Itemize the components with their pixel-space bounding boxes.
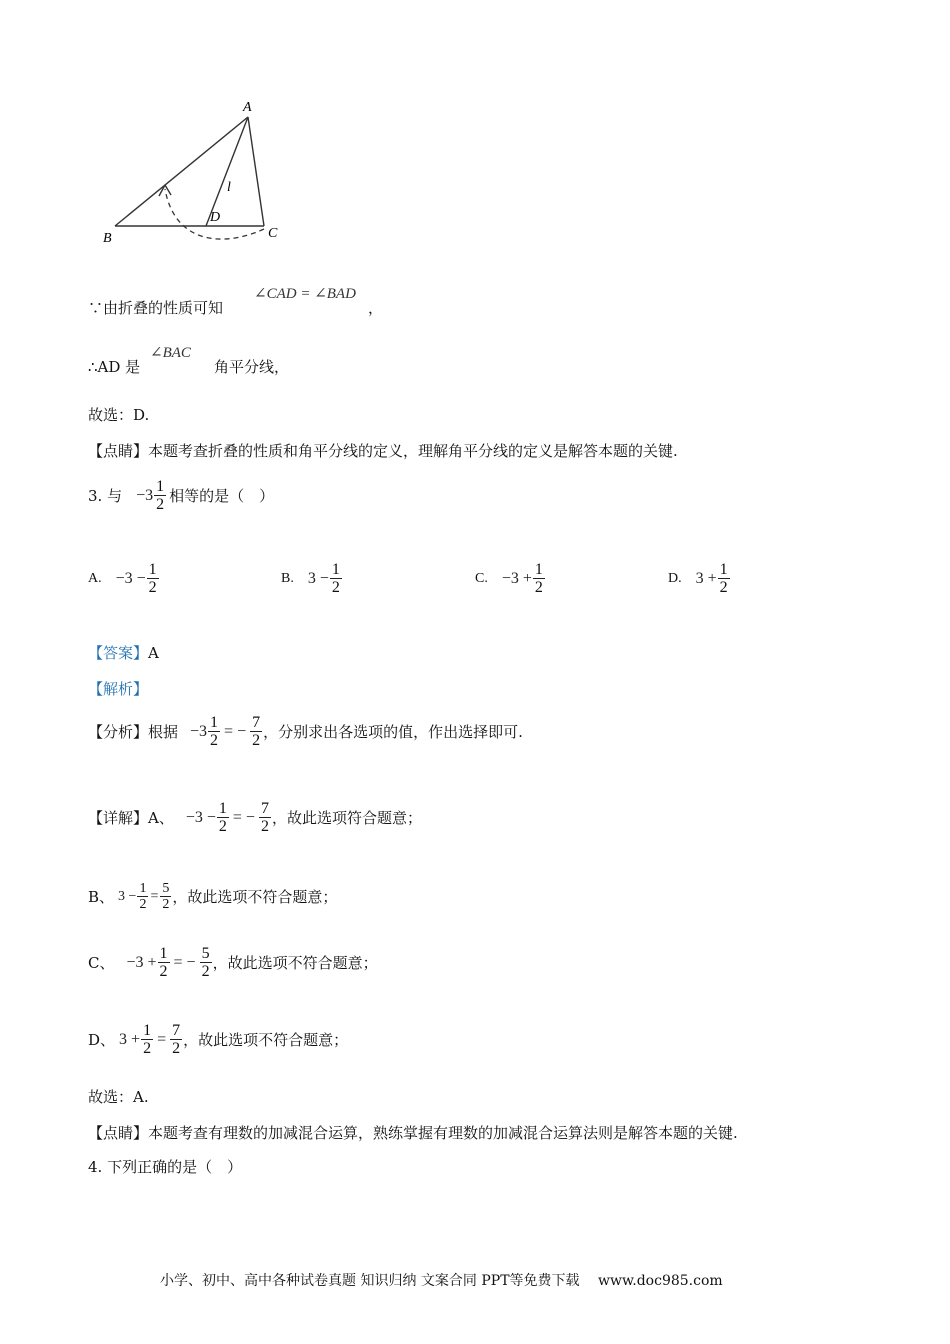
detail-b-pre: 3 − xyxy=(118,888,137,904)
therefore-prefix: ∴AD 是 xyxy=(88,358,141,376)
option-b[interactable] xyxy=(281,561,343,596)
detail-d xyxy=(88,1022,348,1057)
option-b-pre: 3 − xyxy=(307,569,329,587)
footer-text: 小学、初中、高中各种试卷真题 知识归纳 文案合同 PPT等免费下载 www.doc985.com xyxy=(160,1273,723,1289)
q3-mixed-fraction xyxy=(154,478,166,513)
label-l: l xyxy=(227,180,231,195)
fenxi-rnum: 7 xyxy=(252,714,261,731)
choice-line-2: 故选：A. xyxy=(88,1088,149,1106)
detail-d-num: 1 xyxy=(143,1022,152,1039)
fenxi-whole: −3 xyxy=(190,722,208,740)
option-d-letter: D. xyxy=(668,570,682,586)
fenxi-suffix: ，分别求出各选项的值，作出选择即可. xyxy=(263,722,523,741)
fenxi-num: 1 xyxy=(210,714,219,731)
detail-a-prefix: 【详解】A、 xyxy=(88,808,174,827)
option-d-fraction xyxy=(718,561,730,596)
detail-a-result xyxy=(259,800,271,835)
option-c-num: 1 xyxy=(534,561,543,578)
label-A: A xyxy=(243,100,252,115)
detail-c xyxy=(88,945,378,980)
choice-line-1: 故选：D. xyxy=(88,406,150,424)
option-c-pre: −3 + xyxy=(501,569,532,587)
q3-suffix: 相等的是（ ） xyxy=(169,486,275,505)
label-C: C xyxy=(268,226,278,241)
detail-c-prefix: C、 xyxy=(88,953,115,972)
detail-c-rnum: 5 xyxy=(201,945,210,962)
detail-b-eq: = xyxy=(150,888,159,904)
detail-b-den: 2 xyxy=(139,897,147,912)
therefore-math: ∠BAC xyxy=(150,345,191,361)
segment-AB xyxy=(115,117,248,226)
detail-c-fraction xyxy=(158,945,170,980)
answer-line xyxy=(88,643,159,663)
option-d-den: 2 xyxy=(719,579,728,596)
fenxi-rden: 2 xyxy=(252,732,261,749)
detail-c-pre: −3 + xyxy=(126,953,157,971)
because-line xyxy=(88,298,223,318)
option-a[interactable] xyxy=(88,561,160,596)
fenxi-fraction xyxy=(208,714,220,749)
detail-b-fraction xyxy=(137,881,148,912)
comment-line-2: 【点睛】本题考查有理数的加减混合运算，熟练掌握有理数的加减混合运算法则是解答本题的关键. xyxy=(88,1124,738,1142)
detail-b-rnum: 5 xyxy=(162,881,170,896)
option-c[interactable] xyxy=(475,561,546,596)
option-d-pre: 3 + xyxy=(695,569,717,587)
comment-line-1: 【点睛】本题考查折叠的性质和角平分线的定义，理解角平分线的定义是解答本题的关键. xyxy=(88,442,678,460)
fenxi-result-fraction xyxy=(250,714,262,749)
triangle-figure xyxy=(95,95,295,255)
detail-d-result xyxy=(170,1022,182,1057)
fenxi-line xyxy=(88,714,523,749)
because-end: ， xyxy=(368,299,384,317)
q3-mixed-whole: −3 xyxy=(136,486,154,504)
option-b-letter: B. xyxy=(281,570,294,586)
option-d[interactable] xyxy=(668,561,731,596)
fenxi-eq: = − xyxy=(224,722,247,740)
because-math: ∠CAD = ∠BAD xyxy=(254,286,356,302)
detail-b-result xyxy=(160,881,171,912)
option-a-letter: A. xyxy=(88,570,102,586)
option-a-den: 2 xyxy=(148,579,157,596)
detail-c-eq: = − xyxy=(173,953,196,971)
option-b-den: 2 xyxy=(331,579,340,596)
fenxi-prefix: 【分析】根据 xyxy=(88,722,179,741)
detail-b-num: 1 xyxy=(139,881,147,896)
option-a-pre: −3 − xyxy=(115,569,146,587)
option-c-letter: C. xyxy=(475,570,488,586)
q3-stem xyxy=(88,478,274,513)
detail-c-num: 1 xyxy=(159,945,168,962)
q3-prefix: 3. 与 xyxy=(88,486,123,505)
detail-d-fraction xyxy=(141,1022,153,1057)
option-d-num: 1 xyxy=(719,561,728,578)
detail-a-eq: = − xyxy=(232,808,255,826)
detail-d-rnum: 7 xyxy=(172,1022,181,1039)
detail-c-suffix: ，故此选项不符合题意； xyxy=(212,953,378,972)
detail-d-suffix: ，故此选项不符合题意； xyxy=(183,1030,349,1049)
detail-a-rden: 2 xyxy=(260,818,269,835)
option-a-fraction xyxy=(147,561,159,596)
detail-b-suffix: ，故此选项不符合题意； xyxy=(172,887,338,906)
label-B: B xyxy=(103,231,112,246)
detail-d-pre: 3 + xyxy=(119,1030,141,1048)
option-c-den: 2 xyxy=(534,579,543,596)
because-text: ∵由折叠的性质可知 xyxy=(88,299,224,317)
option-a-num: 1 xyxy=(148,561,157,578)
label-D: D xyxy=(210,210,221,225)
analysis-label: 【解析】 xyxy=(88,680,149,698)
arrow-head-icon xyxy=(159,185,171,196)
detail-d-den: 2 xyxy=(143,1040,152,1057)
answer-value: A xyxy=(148,644,159,662)
detail-b-prefix: B、 xyxy=(88,887,115,906)
option-b-num: 1 xyxy=(331,561,340,578)
fenxi-den: 2 xyxy=(210,732,219,749)
detail-a-fraction xyxy=(217,800,229,835)
q3-num: 1 xyxy=(156,478,165,495)
therefore-suffix: 角平分线， xyxy=(214,358,290,376)
answer-label: 【答案】 xyxy=(88,644,149,662)
detail-d-eq: = xyxy=(157,1030,167,1048)
detail-b xyxy=(88,881,337,912)
detail-b-rden: 2 xyxy=(162,897,170,912)
detail-a-den: 2 xyxy=(218,818,227,835)
detail-a-num: 1 xyxy=(218,800,227,817)
q3-den: 2 xyxy=(156,496,165,513)
segment-AC xyxy=(248,117,264,226)
detail-a-rnum: 7 xyxy=(260,800,269,817)
detail-d-rden: 2 xyxy=(172,1040,181,1057)
detail-a xyxy=(88,800,422,835)
detail-a-suffix: ，故此选项符合题意； xyxy=(271,808,422,827)
option-c-fraction xyxy=(533,561,545,596)
detail-c-rden: 2 xyxy=(201,963,210,980)
detail-a-pre: −3 − xyxy=(185,808,216,826)
option-b-fraction xyxy=(330,561,342,596)
detail-c-den: 2 xyxy=(159,963,168,980)
q4-title: 4. 下列正确的是（ ） xyxy=(88,1158,243,1176)
detail-c-result xyxy=(200,945,212,980)
detail-d-prefix: D、 xyxy=(88,1030,116,1049)
